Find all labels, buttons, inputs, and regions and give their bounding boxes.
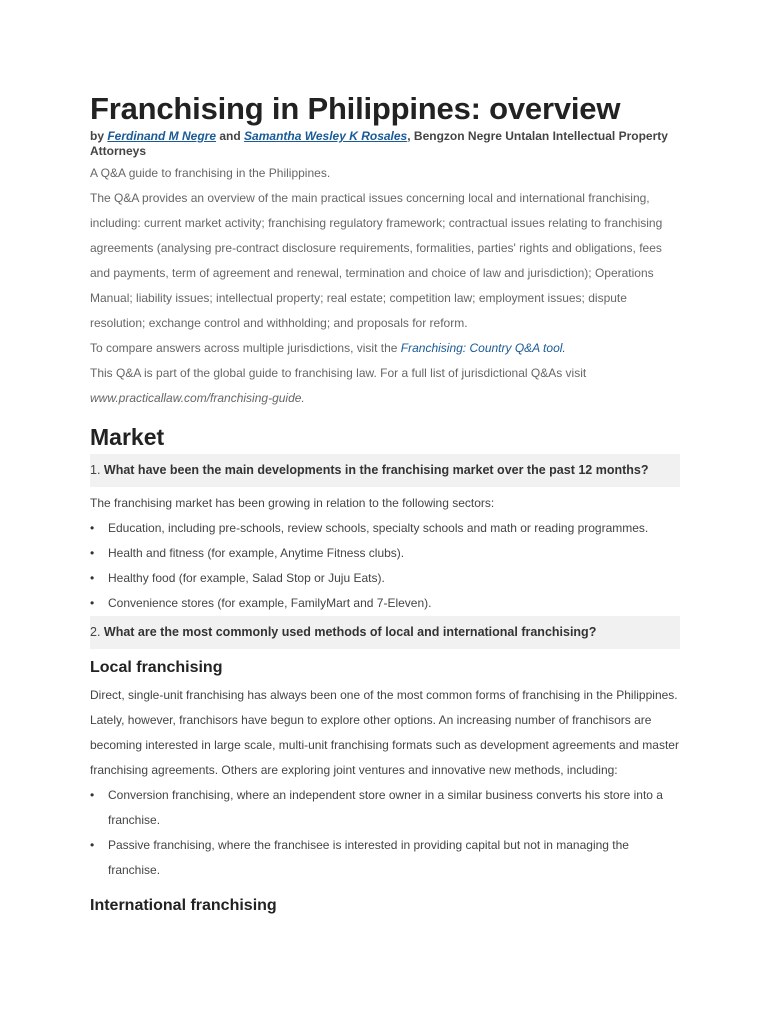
bullet-icon: •: [90, 521, 95, 535]
bullet-icon: •: [90, 596, 95, 610]
byline-prefix: by: [90, 129, 108, 143]
answer-1-lead: The franchising market has been growing in relation to the following sectors:: [90, 496, 495, 510]
list-item: • Education, including pre-schools, review schools, specialty schools and math or reading programmes.: [90, 516, 680, 541]
intro-overview: The Q&A provides an overview of the main practical issues concerning local and international franchising, including: current market activity; franchising regulatory framework; contractual issues relating to franchising agreements (analysing pre-contract disclosure requirements, formalities, parties' rights and obligations, fees and payments, term of agreement and renewal, termination and choice of law and jurisdiction); Operations Manual; liability issues; intellectual property; real estate; competition law; employment issues; dispute resolution; exchange control and withholding; and proposals for reform.: [90, 191, 663, 330]
sector-list: [90, 516, 680, 616]
intro-global: [90, 361, 680, 411]
list-item: • Healthy food (for example, Salad Stop or Juju Eats).: [90, 566, 680, 591]
byline-and: and: [216, 129, 245, 143]
question-number: 1.: [90, 463, 104, 477]
page-title: Franchising in Philippines: overview: [90, 91, 621, 126]
local-franchising-text: Direct, single-unit franchising has always been one of the most common forms of franchising in the Philippines. Lately, however, franchisors have begun to explore other options. An increasing number of franchisors are becoming interested in large scale, multi-unit franchising formats such as development agreements and master franchising agreements. Others are exploring joint ventures and innovative new methods, including:: [90, 688, 679, 777]
question-number: 2.: [90, 625, 104, 639]
list-item: • Passive franchising, where the franchisee is interested in providing capital but not in managing the franchise.: [90, 833, 680, 883]
question-text: What are the most commonly used methods of local and international franchising?: [103, 625, 597, 639]
bullet-icon: •: [90, 571, 95, 585]
question-text: What have been the main developments in the franchising market over the past 12 months?: [103, 463, 649, 477]
list-item: • Convenience stores (for example, FamilyMart and 7-Eleven).: [90, 591, 680, 616]
country-qa-tool-link[interactable]: Franchising: Country Q&A tool.: [400, 341, 566, 355]
question-2: [90, 616, 680, 649]
byline: [90, 129, 680, 159]
compare-text: To compare answers across multiple jurisdictions, visit the: [90, 341, 401, 355]
bullet-icon: •: [90, 788, 95, 802]
author-link-1[interactable]: Ferdinand M Negre: [107, 129, 217, 143]
list-item: • Conversion franchising, where an independent store owner in a similar business converts his store into a franchise.: [90, 783, 680, 833]
intro-compare: [90, 336, 680, 361]
bullet-icon: •: [90, 838, 95, 852]
author-link-2[interactable]: Samantha Wesley K Rosales: [244, 129, 408, 143]
section-heading-market: Market: [90, 424, 165, 450]
methods-list: [90, 783, 680, 883]
intro-guide: A Q&A guide to franchising in the Philippines.: [90, 166, 331, 180]
subheading-international-franchising: International franchising: [90, 897, 277, 914]
bullet-icon: •: [90, 546, 95, 560]
article: [90, 90, 680, 917]
byline-firm: , Bengzon Negre Untalan Intellectual Property Attorneys: [90, 129, 668, 158]
guide-url: www.practicallaw.com/franchising-guide.: [90, 391, 305, 405]
list-item: • Health and fitness (for example, Anytime Fitness clubs).: [90, 541, 680, 566]
subheading-local-franchising: Local franchising: [90, 659, 223, 676]
question-1: [90, 454, 680, 487]
global-text: This Q&A is part of the global guide to franchising law. For a full list of jurisdictional Q&As visit: [90, 366, 587, 380]
